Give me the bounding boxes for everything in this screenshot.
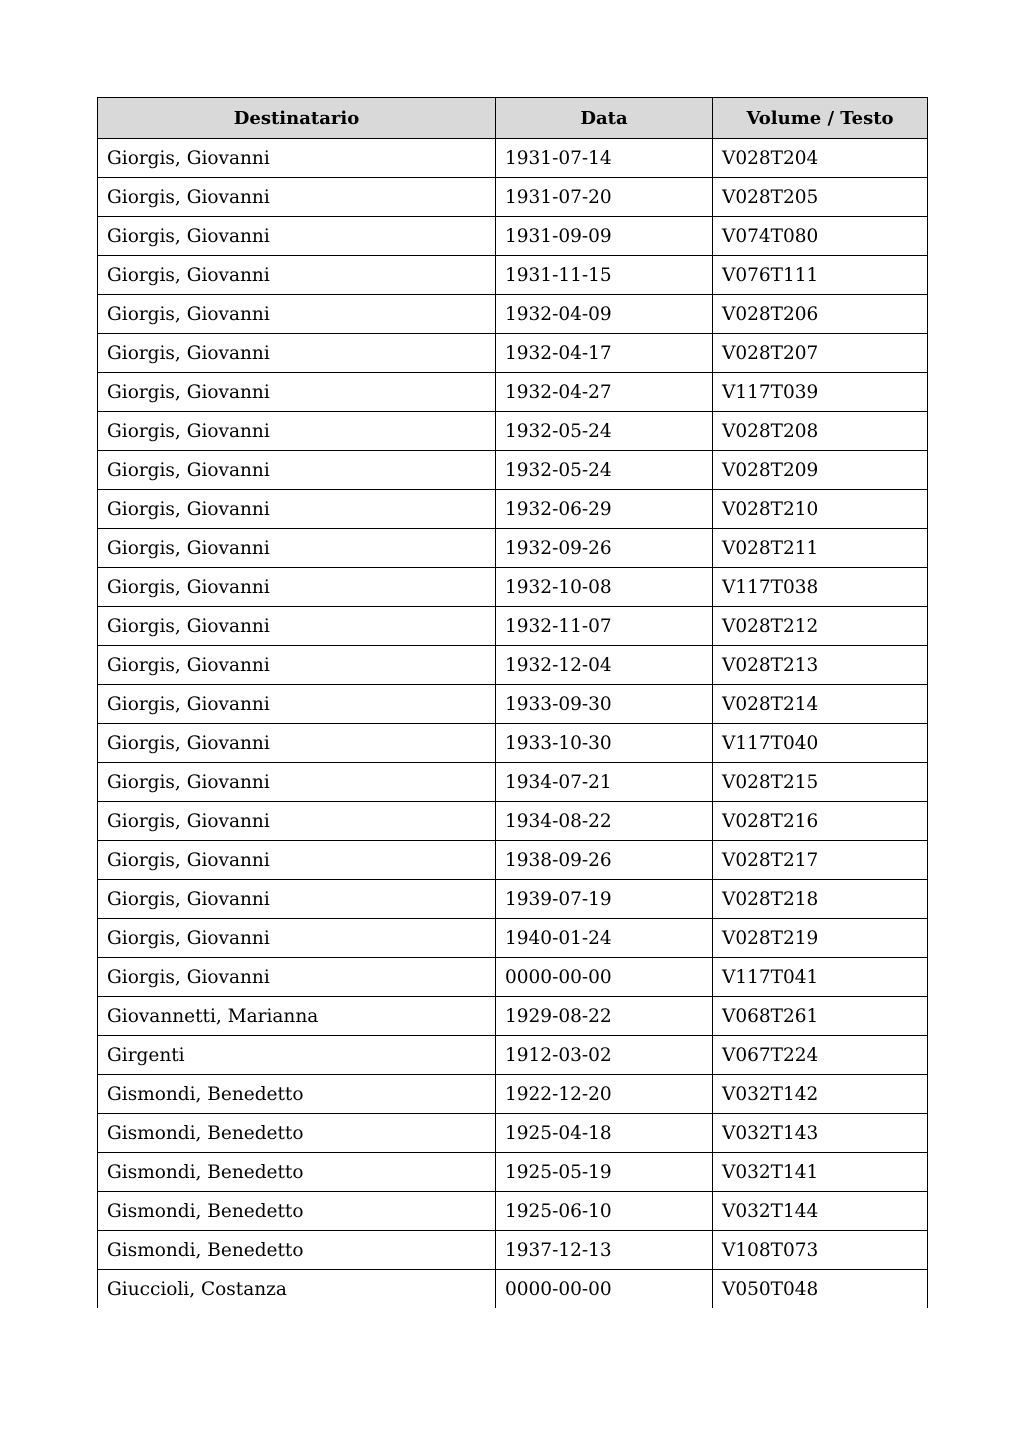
cell-data: 1931-07-20 xyxy=(496,178,713,217)
cell-data: 1937-12-13 xyxy=(496,1231,713,1270)
cell-destinatario: Giorgis, Giovanni xyxy=(98,295,496,334)
table-row xyxy=(98,763,928,802)
cell-destinatario: Giovannetti, Marianna xyxy=(98,997,496,1036)
cell-data: 1933-09-30 xyxy=(496,685,713,724)
cell-volume-testo: V108T073 xyxy=(713,1231,928,1270)
cell-volume-testo: V028T208 xyxy=(713,412,928,451)
cell-volume-testo: V028T213 xyxy=(713,646,928,685)
cell-destinatario: Giorgis, Giovanni xyxy=(98,217,496,256)
table-row xyxy=(98,334,928,373)
cell-data: 1922-12-20 xyxy=(496,1075,713,1114)
cell-data: 1934-07-21 xyxy=(496,763,713,802)
cell-destinatario: Giorgis, Giovanni xyxy=(98,646,496,685)
cell-data: 1938-09-26 xyxy=(496,841,713,880)
cell-data: 1932-04-17 xyxy=(496,334,713,373)
cell-data: 1929-08-22 xyxy=(496,997,713,1036)
cell-volume-testo: V028T218 xyxy=(713,880,928,919)
cell-volume-testo: V028T212 xyxy=(713,607,928,646)
table-row xyxy=(98,490,928,529)
cell-volume-testo: V068T261 xyxy=(713,997,928,1036)
table-row xyxy=(98,880,928,919)
cell-destinatario: Giorgis, Giovanni xyxy=(98,178,496,217)
cell-data: 1933-10-30 xyxy=(496,724,713,763)
cell-destinatario: Giorgis, Giovanni xyxy=(98,412,496,451)
cell-volume-testo: V028T204 xyxy=(713,139,928,178)
cell-data: 1932-11-07 xyxy=(496,607,713,646)
table-row xyxy=(98,568,928,607)
table-row xyxy=(98,1270,928,1309)
cell-volume-testo: V032T141 xyxy=(713,1153,928,1192)
table-row xyxy=(98,529,928,568)
cell-destinatario: Giuccioli, Costanza xyxy=(98,1270,496,1309)
cell-volume-testo: V032T143 xyxy=(713,1114,928,1153)
cell-destinatario: Gismondi, Benedetto xyxy=(98,1114,496,1153)
table-row xyxy=(98,178,928,217)
cell-volume-testo: V117T040 xyxy=(713,724,928,763)
cell-destinatario: Gismondi, Benedetto xyxy=(98,1075,496,1114)
cell-destinatario: Giorgis, Giovanni xyxy=(98,490,496,529)
cell-data: 0000-00-00 xyxy=(496,1270,713,1309)
cell-destinatario: Giorgis, Giovanni xyxy=(98,724,496,763)
cell-destinatario: Giorgis, Giovanni xyxy=(98,451,496,490)
cell-destinatario: Giorgis, Giovanni xyxy=(98,841,496,880)
cell-volume-testo: V028T217 xyxy=(713,841,928,880)
cell-destinatario: Giorgis, Giovanni xyxy=(98,334,496,373)
cell-volume-testo: V117T038 xyxy=(713,568,928,607)
cell-volume-testo: V028T219 xyxy=(713,919,928,958)
table-row xyxy=(98,919,928,958)
cell-volume-testo: V028T214 xyxy=(713,685,928,724)
cell-data: 1934-08-22 xyxy=(496,802,713,841)
cell-destinatario: Giorgis, Giovanni xyxy=(98,373,496,412)
cell-destinatario: Girgenti xyxy=(98,1036,496,1075)
cell-data: 1939-07-19 xyxy=(496,880,713,919)
cell-volume-testo: V050T048 xyxy=(713,1270,928,1309)
cell-volume-testo: V117T041 xyxy=(713,958,928,997)
cell-volume-testo: V028T211 xyxy=(713,529,928,568)
header-row xyxy=(98,98,928,139)
cell-data: 1925-04-18 xyxy=(496,1114,713,1153)
table-row xyxy=(98,1036,928,1075)
table-row xyxy=(98,1075,928,1114)
cell-data: 1932-04-09 xyxy=(496,295,713,334)
letters-table xyxy=(97,97,928,1308)
table-row xyxy=(98,685,928,724)
cell-data: 1912-03-02 xyxy=(496,1036,713,1075)
cell-data: 1932-12-04 xyxy=(496,646,713,685)
cell-data: 1931-11-15 xyxy=(496,256,713,295)
cell-destinatario: Giorgis, Giovanni xyxy=(98,802,496,841)
cell-destinatario: Gismondi, Benedetto xyxy=(98,1192,496,1231)
header-destinatario: Destinatario xyxy=(98,98,496,139)
cell-volume-testo: V028T209 xyxy=(713,451,928,490)
table-row xyxy=(98,607,928,646)
table-row xyxy=(98,841,928,880)
cell-destinatario: Giorgis, Giovanni xyxy=(98,607,496,646)
table-row xyxy=(98,958,928,997)
cell-data: 1932-04-27 xyxy=(496,373,713,412)
cell-destinatario: Gismondi, Benedetto xyxy=(98,1153,496,1192)
cell-destinatario: Giorgis, Giovanni xyxy=(98,958,496,997)
table-row xyxy=(98,1114,928,1153)
cell-destinatario: Giorgis, Giovanni xyxy=(98,763,496,802)
table-row xyxy=(98,646,928,685)
cell-data: 1925-05-19 xyxy=(496,1153,713,1192)
cell-destinatario: Giorgis, Giovanni xyxy=(98,256,496,295)
cell-volume-testo: V076T111 xyxy=(713,256,928,295)
cell-volume-testo: V067T224 xyxy=(713,1036,928,1075)
table-row xyxy=(98,997,928,1036)
cell-data: 1932-10-08 xyxy=(496,568,713,607)
cell-volume-testo: V032T142 xyxy=(713,1075,928,1114)
table-row xyxy=(98,724,928,763)
cell-data: 0000-00-00 xyxy=(496,958,713,997)
cell-data: 1931-09-09 xyxy=(496,217,713,256)
table-row xyxy=(98,412,928,451)
header-volume-testo: Volume / Testo xyxy=(713,98,928,139)
cell-destinatario: Giorgis, Giovanni xyxy=(98,880,496,919)
cell-data: 1932-05-24 xyxy=(496,451,713,490)
cell-volume-testo: V074T080 xyxy=(713,217,928,256)
cell-data: 1932-05-24 xyxy=(496,412,713,451)
table-row xyxy=(98,1231,928,1270)
table-row xyxy=(98,217,928,256)
cell-volume-testo: V028T215 xyxy=(713,763,928,802)
cell-volume-testo: V028T210 xyxy=(713,490,928,529)
cell-destinatario: Giorgis, Giovanni xyxy=(98,568,496,607)
cell-data: 1931-07-14 xyxy=(496,139,713,178)
document-table-container xyxy=(97,97,927,1308)
table-row xyxy=(98,139,928,178)
cell-destinatario: Giorgis, Giovanni xyxy=(98,139,496,178)
cell-data: 1932-09-26 xyxy=(496,529,713,568)
cell-volume-testo: V117T039 xyxy=(713,373,928,412)
cell-data: 1940-01-24 xyxy=(496,919,713,958)
table-row xyxy=(98,295,928,334)
table-row xyxy=(98,1192,928,1231)
table-row xyxy=(98,802,928,841)
table-row xyxy=(98,451,928,490)
cell-volume-testo: V032T144 xyxy=(713,1192,928,1231)
cell-destinatario: Giorgis, Giovanni xyxy=(98,529,496,568)
cell-data: 1932-06-29 xyxy=(496,490,713,529)
table-row xyxy=(98,373,928,412)
table-body xyxy=(98,139,928,1309)
table-row xyxy=(98,1153,928,1192)
cell-destinatario: Giorgis, Giovanni xyxy=(98,919,496,958)
cell-volume-testo: V028T206 xyxy=(713,295,928,334)
table-row xyxy=(98,256,928,295)
cell-volume-testo: V028T216 xyxy=(713,802,928,841)
header-data: Data xyxy=(496,98,713,139)
cell-destinatario: Gismondi, Benedetto xyxy=(98,1231,496,1270)
cell-volume-testo: V028T205 xyxy=(713,178,928,217)
cell-data: 1925-06-10 xyxy=(496,1192,713,1231)
table-header xyxy=(98,98,928,139)
cell-destinatario: Giorgis, Giovanni xyxy=(98,685,496,724)
cell-volume-testo: V028T207 xyxy=(713,334,928,373)
